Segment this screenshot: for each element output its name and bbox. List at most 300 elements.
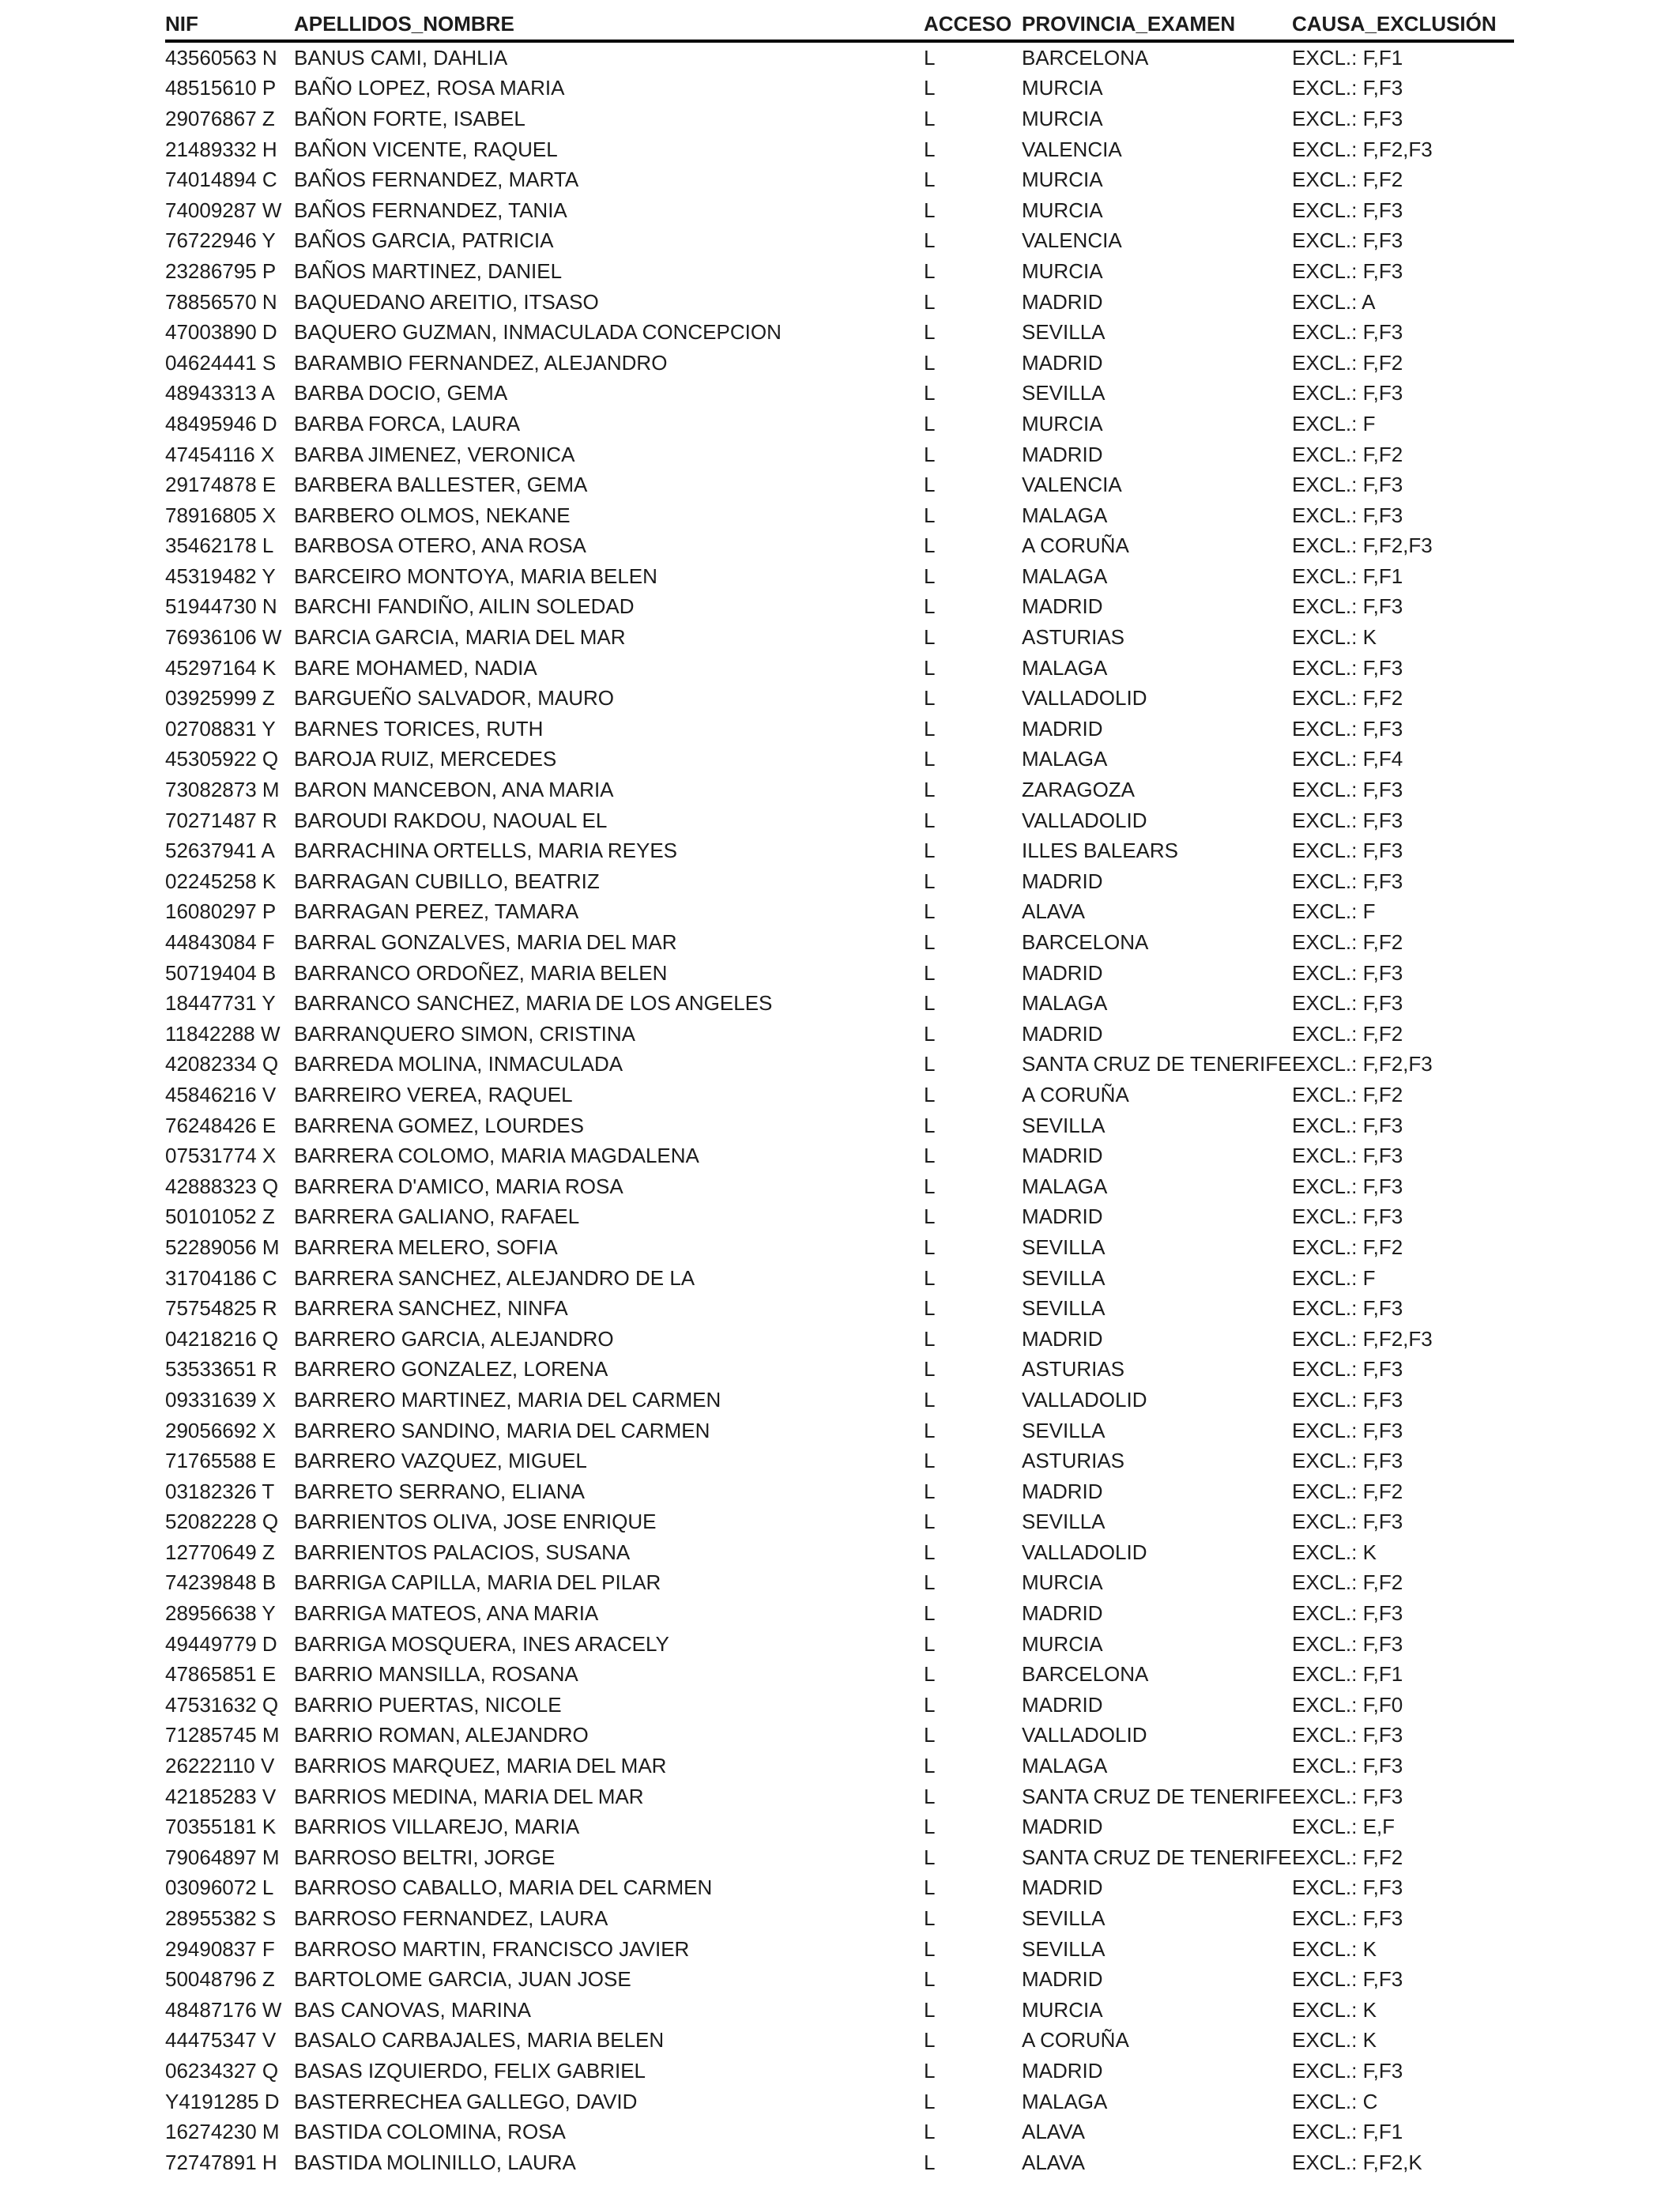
acceso-cell: L xyxy=(924,1784,936,1808)
table-row xyxy=(165,1751,1514,1781)
nombre-cell: BARCEIRO MONTOYA, MARIA BELEN xyxy=(294,564,657,588)
table-row xyxy=(165,1934,1514,1965)
nif-cell: 23286795 P xyxy=(165,258,277,283)
nombre-cell: BARRERA SANCHEZ, NINFA xyxy=(294,1296,568,1321)
nombre-cell: BARRERO MARTINEZ, MARIA DEL CARMEN xyxy=(294,1387,721,1412)
acceso-cell: L xyxy=(924,1357,936,1382)
nombre-cell: BAROJA RUIZ, MERCEDES xyxy=(294,747,557,771)
causa-cell: EXCL.: F,F2 xyxy=(1292,686,1403,711)
nombre-cell: BASTIDA COLOMINA, ROSA xyxy=(294,2120,566,2144)
table-row xyxy=(165,897,1514,928)
provincia-cell: VALLADOLID xyxy=(1022,1387,1147,1412)
provincia-cell: ALAVA xyxy=(1022,2150,1085,2174)
nombre-cell: BARRERA COLOMO, MARIA MAGDALENA xyxy=(294,1144,699,1168)
acceso-cell: L xyxy=(924,350,936,375)
provincia-cell: MADRID xyxy=(1022,1479,1103,1503)
provincia-cell: ASTURIAS xyxy=(1022,1357,1125,1382)
provincia-cell: MURCIA xyxy=(1022,258,1103,283)
acceso-cell: L xyxy=(924,45,936,70)
acceso-cell: L xyxy=(924,1754,936,1778)
table-row xyxy=(165,988,1514,1019)
causa-cell: EXCL.: F,F3 xyxy=(1292,473,1403,497)
nif-cell: 75754825 R xyxy=(165,1296,277,1321)
nif-cell: 03096072 L xyxy=(165,1875,274,1900)
nombre-cell: BAÑOS FERNANDEZ, TANIA xyxy=(294,198,567,222)
table-row xyxy=(165,531,1514,562)
nif-cell: 49449779 D xyxy=(165,1631,277,1656)
nombre-cell: BARAMBIO FERNANDEZ, ALEJANDRO xyxy=(294,350,668,375)
acceso-cell: L xyxy=(924,594,936,619)
table-row xyxy=(165,866,1514,897)
table-row xyxy=(165,1903,1514,1934)
table-row xyxy=(165,1293,1514,1324)
nif-cell: 51944730 N xyxy=(165,594,277,619)
provincia-cell: VALLADOLID xyxy=(1022,1540,1147,1564)
nombre-cell: BARCHI FANDIÑO, AILIN SOLEDAD xyxy=(294,594,635,619)
table-row xyxy=(165,1232,1514,1263)
nombre-cell: BAÑOS MARTINEZ, DANIEL xyxy=(294,258,563,283)
nombre-cell: BARRANCO SANCHEZ, MARIA DE LOS ANGELES xyxy=(294,991,773,1016)
nombre-cell: BASTIDA MOLINILLO, LAURA xyxy=(294,2150,576,2174)
acceso-cell: L xyxy=(924,778,936,802)
table-row xyxy=(165,1416,1514,1446)
nombre-cell: BARRIOS VILLAREJO, MARIA xyxy=(294,1815,580,1839)
acceso-cell: L xyxy=(924,930,936,955)
nif-cell: 47531632 Q xyxy=(165,1692,279,1717)
acceso-cell: L xyxy=(924,686,936,711)
acceso-cell: L xyxy=(924,1296,936,1321)
causa-cell: EXCL.: F,F2,F3 xyxy=(1292,1052,1433,1076)
provincia-cell: SEVILLA xyxy=(1022,1265,1106,1290)
causa-cell: EXCL.: F,F2,F3 xyxy=(1292,1326,1433,1351)
causa-cell: EXCL.: F,F2 xyxy=(1292,1235,1403,1259)
acceso-cell: L xyxy=(924,473,936,497)
causa-cell: EXCL.: F,F3 xyxy=(1292,1144,1403,1168)
causa-cell: EXCL.: F,F3 xyxy=(1292,106,1403,130)
causa-cell: EXCL.: E,F xyxy=(1292,1815,1396,1839)
acceso-cell: L xyxy=(924,747,936,771)
acceso-cell: L xyxy=(924,533,936,558)
nif-cell: 50048796 Z xyxy=(165,1967,275,1992)
col-header-nombre: APELLIDOS_NOMBRE xyxy=(294,11,514,36)
provincia-cell: MALAGA xyxy=(1022,564,1108,588)
nombre-cell: BARRIO MANSILLA, ROSANA xyxy=(294,1662,578,1687)
table-row xyxy=(165,683,1514,714)
nombre-cell: BASALO CARBAJALES, MARIA BELEN xyxy=(294,2028,665,2053)
nif-cell: 48515610 P xyxy=(165,76,277,100)
nombre-cell: BARGUEÑO SALVADOR, MAURO xyxy=(294,686,614,711)
causa-cell: EXCL.: F,F3 xyxy=(1292,228,1403,253)
provincia-cell: MALAGA xyxy=(1022,991,1108,1016)
acceso-cell: L xyxy=(924,1936,936,1961)
table-row xyxy=(165,835,1514,866)
table-row xyxy=(165,1140,1514,1171)
causa-cell: EXCL.: F,F3 xyxy=(1292,839,1403,863)
provincia-cell: MADRID xyxy=(1022,442,1103,466)
table-row xyxy=(165,1598,1514,1629)
provincia-cell: SEVILLA xyxy=(1022,1418,1106,1442)
nombre-cell: BARTOLOME GARCIA, JUAN JOSE xyxy=(294,1967,631,1992)
nombre-cell: BAS CANOVAS, MARINA xyxy=(294,1997,532,2022)
nif-cell: 45305922 Q xyxy=(165,747,279,771)
nombre-cell: BASAS IZQUIERDO, FELIX GABRIEL xyxy=(294,2058,646,2083)
acceso-cell: L xyxy=(924,381,936,405)
provincia-cell: SANTA CRUZ DE TENERIFE xyxy=(1022,1784,1292,1808)
nif-cell: 04624441 S xyxy=(165,350,277,375)
acceso-cell: L xyxy=(924,1631,936,1656)
nif-cell: 03182326 T xyxy=(165,1479,275,1503)
nif-cell: 16274230 M xyxy=(165,2120,280,2144)
nif-cell: 07531774 X xyxy=(165,1144,277,1168)
nombre-cell: BARRIENTOS OLIVA, JOSE ENRIQUE xyxy=(294,1510,657,1534)
causa-cell: EXCL.: F,F3 xyxy=(1292,1723,1403,1747)
nif-cell: 31704186 C xyxy=(165,1265,277,1290)
nif-cell: 48487176 W xyxy=(165,1997,282,2022)
acceso-cell: L xyxy=(924,1479,936,1503)
acceso-cell: L xyxy=(924,137,936,161)
provincia-cell: MADRID xyxy=(1022,716,1103,741)
acceso-cell: L xyxy=(924,2028,936,2053)
acceso-cell: L xyxy=(924,1510,936,1534)
table-row xyxy=(165,226,1514,257)
causa-cell: EXCL.: F,F2 xyxy=(1292,350,1403,375)
acceso-cell: L xyxy=(924,1540,936,1564)
provincia-cell: MADRID xyxy=(1022,1692,1103,1717)
nombre-cell: BARRIOS MEDINA, MARIA DEL MAR xyxy=(294,1784,644,1808)
causa-cell: EXCL.: F,F3 xyxy=(1292,1784,1403,1808)
table-row xyxy=(165,348,1514,379)
nombre-cell: BAQUEDANO AREITIO, ITSASO xyxy=(294,289,599,314)
nif-cell: 02708831 Y xyxy=(165,716,276,741)
acceso-cell: L xyxy=(924,1601,936,1626)
nombre-cell: BARBOSA OTERO, ANA ROSA xyxy=(294,533,586,558)
table-row xyxy=(165,1446,1514,1476)
nif-cell: 47454116 X xyxy=(165,442,275,466)
acceso-cell: L xyxy=(924,1845,936,1869)
acceso-cell: L xyxy=(924,899,936,924)
nif-cell: 29056692 X xyxy=(165,1418,277,1442)
provincia-cell: MURCIA xyxy=(1022,1570,1103,1595)
acceso-cell: L xyxy=(924,1418,936,1442)
provincia-cell: ZARAGOZA xyxy=(1022,778,1136,802)
nombre-cell: BARRANQUERO SIMON, CRISTINA xyxy=(294,1021,635,1046)
nombre-cell: BAROUDI RAKDOU, NAOUAL EL xyxy=(294,808,608,832)
causa-cell: EXCL.: F,F2,K xyxy=(1292,2150,1422,2174)
nif-cell: 45319482 Y xyxy=(165,564,276,588)
col-header-acceso: ACCESO xyxy=(924,11,1012,36)
acceso-cell: L xyxy=(924,168,936,192)
acceso-cell: L xyxy=(924,960,936,985)
nombre-cell: BARREDA MOLINA, INMACULADA xyxy=(294,1052,623,1076)
nif-cell: 50101052 Z xyxy=(165,1204,275,1229)
nif-cell: 79064897 M xyxy=(165,1845,280,1869)
table-row xyxy=(165,500,1514,531)
provincia-cell: ASTURIAS xyxy=(1022,625,1125,650)
nombre-cell: BARRERO GONZALEZ, LORENA xyxy=(294,1357,608,1382)
provincia-cell: MURCIA xyxy=(1022,168,1103,192)
nombre-cell: BARON MANCEBON, ANA MARIA xyxy=(294,778,614,802)
nombre-cell: BARROSO CABALLO, MARIA DEL CARMEN xyxy=(294,1875,713,1900)
causa-cell: EXCL.: F,F2 xyxy=(1292,1479,1403,1503)
causa-cell: EXCL.: F,F3 xyxy=(1292,1754,1403,1778)
nombre-cell: BARRAGAN CUBILLO, BEATRIZ xyxy=(294,869,600,893)
causa-cell: EXCL.: F,F3 xyxy=(1292,381,1403,405)
nif-cell: 06234327 Q xyxy=(165,2058,279,2083)
causa-cell: EXCL.: F xyxy=(1292,1265,1376,1290)
causa-cell: EXCL.: K xyxy=(1292,1997,1377,2022)
causa-cell: EXCL.: K xyxy=(1292,1936,1377,1961)
table-row xyxy=(165,2117,1514,2147)
table-row xyxy=(165,1355,1514,1385)
causa-cell: EXCL.: F,F3 xyxy=(1292,320,1403,345)
nif-cell: 47865851 E xyxy=(165,1662,277,1687)
provincia-cell: MADRID xyxy=(1022,869,1103,893)
provincia-cell: MALAGA xyxy=(1022,1754,1108,1778)
causa-cell: EXCL.: F,F3 xyxy=(1292,778,1403,802)
table-row xyxy=(165,1690,1514,1721)
causa-cell: EXCL.: F,F3 xyxy=(1292,76,1403,100)
nif-cell: 26222110 V xyxy=(165,1754,275,1778)
causa-cell: EXCL.: F,F2,F3 xyxy=(1292,533,1433,558)
provincia-cell: MADRID xyxy=(1022,2058,1103,2083)
nombre-cell: BASTERRECHEA GALLEGO, DAVID xyxy=(294,2089,638,2113)
acceso-cell: L xyxy=(924,1967,936,1992)
nif-cell: 76248426 E xyxy=(165,1113,277,1137)
nif-cell: 73082873 M xyxy=(165,778,280,802)
provincia-cell: MADRID xyxy=(1022,1601,1103,1626)
causa-cell: EXCL.: F,F3 xyxy=(1292,258,1403,283)
causa-cell: EXCL.: F,F0 xyxy=(1292,1692,1403,1717)
acceso-cell: L xyxy=(924,1723,936,1747)
nombre-cell: BARRERA MELERO, SOFIA xyxy=(294,1235,558,1259)
causa-cell: EXCL.: F,F3 xyxy=(1292,991,1403,1016)
provincia-cell: VALENCIA xyxy=(1022,137,1122,161)
provincia-cell: MURCIA xyxy=(1022,411,1103,435)
table-row xyxy=(165,958,1514,989)
acceso-cell: L xyxy=(924,1265,936,1290)
nif-cell: 70271487 R xyxy=(165,808,277,832)
acceso-cell: L xyxy=(924,1449,936,1473)
causa-cell: EXCL.: F,F3 xyxy=(1292,655,1403,680)
provincia-cell: VALLADOLID xyxy=(1022,1723,1147,1747)
col-header-provincia: PROVINCIA_EXAMEN xyxy=(1022,11,1236,36)
acceso-cell: L xyxy=(924,1815,936,1839)
acceso-cell: L xyxy=(924,76,936,100)
nif-cell: 52289056 M xyxy=(165,1235,280,1259)
causa-cell: EXCL.: F,F2 xyxy=(1292,1570,1403,1595)
nombre-cell: BARRENA GOMEZ, LOURDES xyxy=(294,1113,584,1137)
table-row xyxy=(165,745,1514,775)
nombre-cell: BARBA JIMENEZ, VERONICA xyxy=(294,442,575,466)
acceso-cell: L xyxy=(924,1326,936,1351)
causa-cell: EXCL.: F,F3 xyxy=(1292,1296,1403,1321)
table-row xyxy=(165,1202,1514,1233)
acceso-cell: L xyxy=(924,1204,936,1229)
acceso-cell: L xyxy=(924,1906,936,1931)
nif-cell: 42082334 Q xyxy=(165,1052,279,1076)
nif-cell: 76936106 W xyxy=(165,625,282,650)
nif-cell: 18447731 Y xyxy=(165,991,276,1016)
nif-cell: 72747891 H xyxy=(165,2150,277,2174)
provincia-cell: VALLADOLID xyxy=(1022,808,1147,832)
table-row xyxy=(165,1873,1514,1904)
col-header-nif: NIF xyxy=(165,11,198,36)
nombre-cell: BARRERA SANCHEZ, ALEJANDRO DE LA xyxy=(294,1265,695,1290)
causa-cell: EXCL.: F,F3 xyxy=(1292,1967,1403,1992)
causa-cell: EXCL.: F,F1 xyxy=(1292,2120,1403,2144)
acceso-cell: L xyxy=(924,869,936,893)
nombre-cell: BARROSO MARTIN, FRANCISCO JAVIER xyxy=(294,1936,690,1961)
nombre-cell: BAÑON FORTE, ISABEL xyxy=(294,106,525,130)
nif-cell: 48495946 D xyxy=(165,411,277,435)
nif-cell: 71765588 E xyxy=(165,1449,277,1473)
acceso-cell: L xyxy=(924,411,936,435)
nombre-cell: BARBERA BALLESTER, GEMA xyxy=(294,473,588,497)
table-row xyxy=(165,1019,1514,1050)
provincia-cell: MADRID xyxy=(1022,1144,1103,1168)
nif-cell: 09331639 X xyxy=(165,1387,277,1412)
acceso-cell: L xyxy=(924,1997,936,2022)
causa-cell: EXCL.: F,F3 xyxy=(1292,1387,1403,1412)
causa-cell: EXCL.: F,F1 xyxy=(1292,1662,1403,1687)
acceso-cell: L xyxy=(924,2150,936,2174)
causa-cell: EXCL.: F,F2 xyxy=(1292,168,1403,192)
causa-cell: EXCL.: F,F3 xyxy=(1292,869,1403,893)
provincia-cell: ASTURIAS xyxy=(1022,1449,1125,1473)
table-row xyxy=(165,1781,1514,1812)
table-row xyxy=(165,1721,1514,1751)
nombre-cell: BARRETO SERRANO, ELIANA xyxy=(294,1479,585,1503)
causa-cell: EXCL.: F,F2 xyxy=(1292,442,1403,466)
nif-cell: 12770649 Z xyxy=(165,1540,275,1564)
provincia-cell: SEVILLA xyxy=(1022,1235,1106,1259)
nombre-cell: BAQUERO GUZMAN, INMACULADA CONCEPCION xyxy=(294,320,782,345)
nombre-cell: BARE MOHAMED, NADIA xyxy=(294,655,537,680)
nif-cell: 48943313 A xyxy=(165,381,275,405)
nif-cell: 53533651 R xyxy=(165,1357,277,1382)
provincia-cell: BARCELONA xyxy=(1022,930,1149,955)
provincia-cell: MADRID xyxy=(1022,1875,1103,1900)
nif-cell: 16080297 P xyxy=(165,899,277,924)
nombre-cell: BARBERO OLMOS, NEKANE xyxy=(294,503,571,527)
causa-cell: EXCL.: F,F3 xyxy=(1292,1357,1403,1382)
provincia-cell: MALAGA xyxy=(1022,503,1108,527)
nif-cell: 42185283 V xyxy=(165,1784,277,1808)
nif-cell: 76722946 Y xyxy=(165,228,276,253)
nif-cell: 29174878 E xyxy=(165,473,277,497)
provincia-cell: VALENCIA xyxy=(1022,228,1122,253)
acceso-cell: L xyxy=(924,320,936,345)
nif-cell: 44475347 V xyxy=(165,2028,277,2053)
nif-cell: 43560563 N xyxy=(165,45,277,70)
table-row xyxy=(165,2026,1514,2056)
nif-cell: 71285745 M xyxy=(165,1723,280,1747)
table-header-row xyxy=(165,8,1514,43)
provincia-cell: ALAVA xyxy=(1022,899,1085,924)
nombre-cell: BARREIRO VEREA, RAQUEL xyxy=(294,1082,573,1106)
nif-cell: 11842288 W xyxy=(165,1021,281,1046)
nif-cell: 70355181 K xyxy=(165,1815,277,1839)
table-row xyxy=(165,653,1514,684)
nif-cell: 28956638 Y xyxy=(165,1601,276,1626)
provincia-cell: MURCIA xyxy=(1022,106,1103,130)
table-row xyxy=(165,592,1514,623)
causa-cell: EXCL.: F,F3 xyxy=(1292,1875,1403,1900)
table-row xyxy=(165,74,1514,104)
provincia-cell: SEVILLA xyxy=(1022,381,1106,405)
table-row xyxy=(165,256,1514,287)
nif-cell: 02245258 K xyxy=(165,869,277,893)
table-row xyxy=(165,2147,1514,2178)
causa-cell: EXCL.: F,F3 xyxy=(1292,1906,1403,1931)
table-row xyxy=(165,1080,1514,1110)
acceso-cell: L xyxy=(924,1052,936,1076)
provincia-cell: SEVILLA xyxy=(1022,1510,1106,1534)
nif-cell: 47003890 D xyxy=(165,320,277,345)
acceso-cell: L xyxy=(924,1144,936,1168)
provincia-cell: SEVILLA xyxy=(1022,1113,1106,1137)
table-row xyxy=(165,1629,1514,1660)
nombre-cell: BARBA DOCIO, GEMA xyxy=(294,381,508,405)
table-row xyxy=(165,1171,1514,1202)
causa-cell: EXCL.: F,F3 xyxy=(1292,1113,1403,1137)
nombre-cell: BARRIGA MOSQUERA, INES ARACELY xyxy=(294,1631,669,1656)
provincia-cell: MALAGA xyxy=(1022,2089,1108,2113)
table-row xyxy=(165,1659,1514,1690)
nombre-cell: BARRERO SANDINO, MARIA DEL CARMEN xyxy=(294,1418,710,1442)
provincia-cell: MADRID xyxy=(1022,960,1103,985)
provincia-cell: MALAGA xyxy=(1022,747,1108,771)
table-row xyxy=(165,1050,1514,1080)
provincia-cell: SEVILLA xyxy=(1022,1906,1106,1931)
provincia-cell: A CORUÑA xyxy=(1022,2028,1129,2053)
causa-cell: EXCL.: F,F3 xyxy=(1292,198,1403,222)
acceso-cell: L xyxy=(924,655,936,680)
table-row xyxy=(165,775,1514,805)
acceso-cell: L xyxy=(924,106,936,130)
provincia-cell: MURCIA xyxy=(1022,1631,1103,1656)
causa-cell: EXCL.: F,F3 xyxy=(1292,960,1403,985)
acceso-cell: L xyxy=(924,1021,936,1046)
table-row xyxy=(165,469,1514,500)
causa-cell: EXCL.: K xyxy=(1292,2028,1377,2053)
nombre-cell: BANUS CAMI, DAHLIA xyxy=(294,45,508,70)
provincia-cell: MADRID xyxy=(1022,350,1103,375)
provincia-cell: A CORUÑA xyxy=(1022,533,1129,558)
provincia-cell: MURCIA xyxy=(1022,198,1103,222)
provincia-cell: BARCELONA xyxy=(1022,45,1149,70)
nombre-cell: BARRIGA CAPILLA, MARIA DEL PILAR xyxy=(294,1570,661,1595)
nombre-cell: BARRIOS MARQUEZ, MARIA DEL MAR xyxy=(294,1754,667,1778)
acceso-cell: L xyxy=(924,1570,936,1595)
acceso-cell: L xyxy=(924,1387,936,1412)
nif-cell: 78856570 N xyxy=(165,289,277,314)
table-body xyxy=(165,43,1514,2178)
nif-cell: 29076867 Z xyxy=(165,106,275,130)
causa-cell: EXCL.: F,F3 xyxy=(1292,1418,1403,1442)
nif-cell: 21489332 H xyxy=(165,137,277,161)
provincia-cell: MADRID xyxy=(1022,1204,1103,1229)
causa-cell: EXCL.: C xyxy=(1292,2089,1378,2113)
acceso-cell: L xyxy=(924,2089,936,2113)
table-row xyxy=(165,1537,1514,1568)
nombre-cell: BARRAL GONZALVES, MARIA DEL MAR xyxy=(294,930,677,955)
nombre-cell: BARRERA D'AMICO, MARIA ROSA xyxy=(294,1174,623,1198)
provincia-cell: BARCELONA xyxy=(1022,1662,1149,1687)
nif-cell: 78916805 X xyxy=(165,503,277,527)
table-row xyxy=(165,805,1514,836)
nombre-cell: BARRERA GALIANO, RAFAEL xyxy=(294,1204,580,1229)
